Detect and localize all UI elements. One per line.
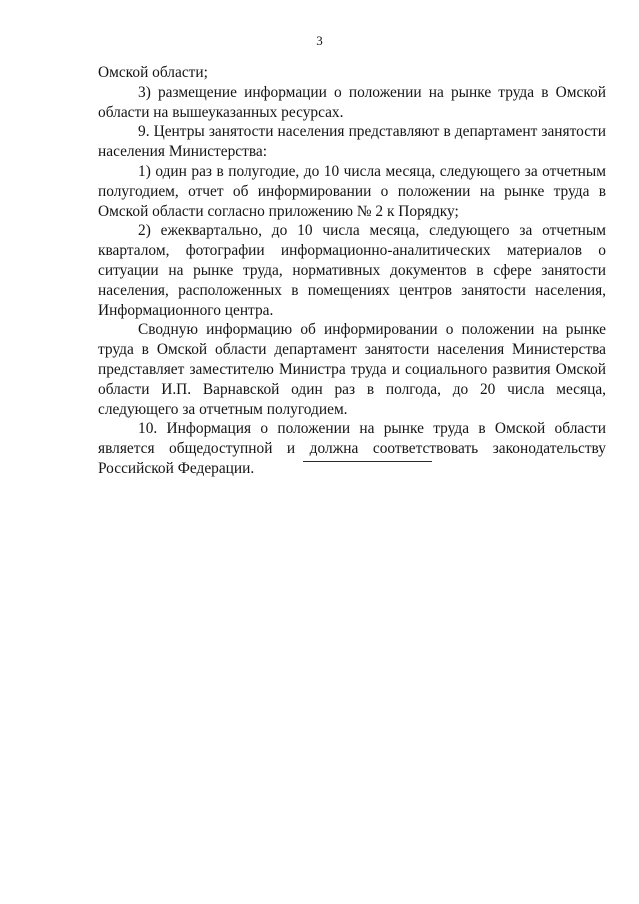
list-item-1: 1) один раз в полугодие, до 10 числа месяца, следующего за отчетным полугодием, отчет об информировании о положении на рынке труда в Омской области согласно приложению № 2 к Порядку; — [98, 162, 606, 220]
document-body — [98, 63, 606, 479]
end-separator-line — [303, 461, 432, 462]
clause-9: 9. Центры занятости населения представляют в департамент занятости населения Министерства: — [98, 123, 606, 161]
summary-paragraph: Сводную информацию об информировании о положении на рынке труда в Омской области департамент занятости населения Министерства представляет заместителю Министра труда и социального развития Омской области И.П. Варнавской один раз в полгода, до 20 числа месяца, следующего за отчетным полугодием. — [98, 321, 606, 418]
list-item-2: 2) ежеквартально, до 10 числа месяца, следующего за отчетным кварталом, фотографии информационно-аналитических материалов о ситуации на рынке труда, нормативных документов в сфере занятости населения, расположенных в помещениях центров занятости населения, Информационного центра. — [98, 222, 606, 319]
paragraph-continuation: Омской области; — [98, 64, 208, 81]
clause-10: 10. Информация о положении на рынке труда в Омской области является общедоступной и должна соответствовать законодательству Российской Федерации. — [98, 420, 606, 477]
list-item-3: 3) размещение информации о положении на рынке труда в Омской области на вышеуказанных ресурсах. — [98, 83, 606, 121]
page-number: 3 — [316, 33, 323, 48]
